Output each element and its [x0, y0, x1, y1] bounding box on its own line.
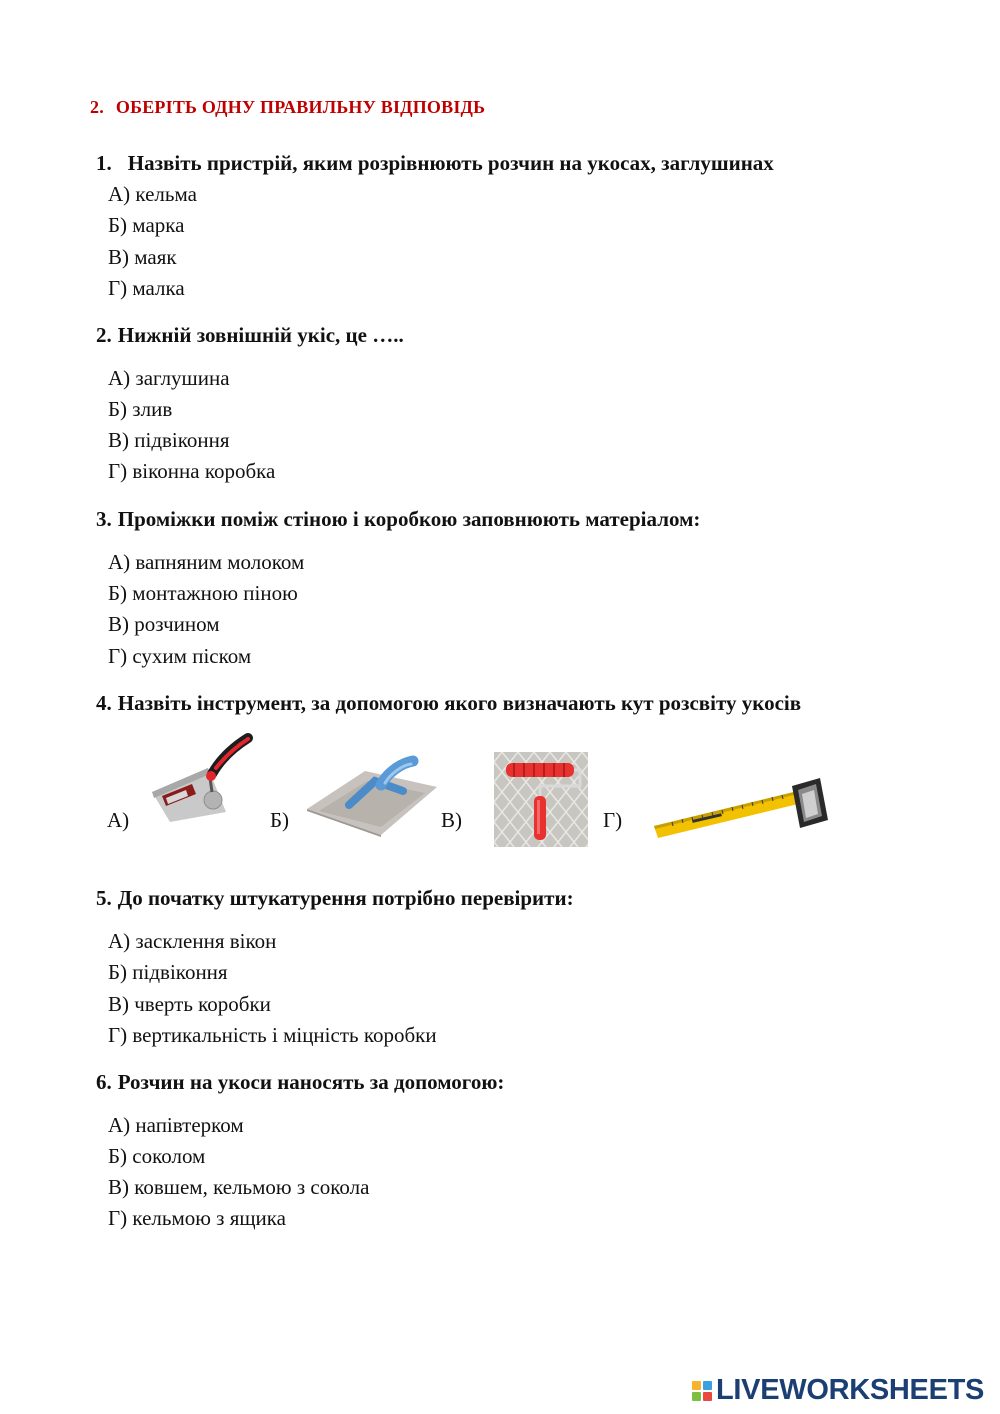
liveworksheets-logo[interactable] [692, 1374, 984, 1407]
logo-text: LIVEWORKSHEETS [716, 1374, 985, 1406]
question-text: Назвіть пристрій, яким розрівнюють розчин на укосах, заглушинах [127, 151, 774, 175]
question-number: 5. [96, 886, 112, 910]
q1-option-d[interactable]: Г) малка [108, 276, 185, 300]
q6-option-c[interactable]: В) ковшем, кельмою з сокола [108, 1175, 370, 1199]
logo-square-blue [703, 1381, 712, 1390]
q2-option-d[interactable]: Г) віконна коробка [108, 459, 276, 483]
question-text: Назвіть інструмент, за допомогою якого визначають кут розсвіту укосів [117, 691, 802, 715]
q5-option-b[interactable]: Б) підвіконня [108, 960, 228, 984]
q6-option-a[interactable]: А) напівтерком [108, 1113, 244, 1137]
q1-option-b[interactable]: Б) марка [108, 213, 185, 237]
logo-square-yellow [692, 1381, 701, 1390]
logo-squares-icon [692, 1381, 712, 1401]
section-title [90, 97, 485, 118]
q2-option-c[interactable]: В) підвіконня [108, 428, 230, 452]
q6-option-d[interactable]: Г) кельмою з ящика [108, 1206, 286, 1230]
q4-option-d-label[interactable]: Г) [603, 808, 623, 832]
question-text: До початку штукатурення потрібно перевірити: [117, 886, 574, 910]
question-number: 6. [96, 1070, 112, 1094]
question-number: 1. [96, 151, 112, 175]
question-text: Розчин на укоси наносять за допомогою: [117, 1070, 505, 1094]
q3-option-d[interactable]: Г) сухим піском [108, 644, 252, 668]
question-3-title [96, 507, 700, 532]
q4-texture-roller-image[interactable] [494, 752, 588, 847]
q3-option-c[interactable]: В) розчином [108, 612, 220, 636]
q5-option-c[interactable]: В) чверть коробки [108, 992, 271, 1016]
q2-option-b[interactable]: Б) злив [108, 397, 173, 421]
q4-square-ruler-image[interactable] [652, 778, 830, 840]
q4-float-trowel-image[interactable] [305, 755, 440, 837]
q4-corner-trowel-image[interactable] [140, 730, 255, 825]
q3-option-b[interactable]: Б) монтажною піною [108, 581, 298, 605]
question-5-title [96, 886, 574, 911]
q1-option-a[interactable]: А) кельма [108, 182, 197, 206]
q1-option-c[interactable]: В) маяк [108, 245, 177, 269]
question-number: 4. [96, 691, 112, 715]
q3-option-a[interactable]: А) вапняним молоком [108, 550, 305, 574]
q4-option-b-label[interactable]: Б) [270, 808, 290, 832]
logo-square-green [692, 1392, 701, 1401]
section-title-text: ОБЕРІТЬ ОДНУ ПРАВИЛЬНУ ВІДПОВІДЬ [115, 97, 486, 117]
question-1-title [96, 151, 774, 176]
logo-square-red [703, 1392, 712, 1401]
q2-option-a[interactable]: А) заглушина [108, 366, 230, 390]
q6-option-b[interactable]: Б) соколом [108, 1144, 206, 1168]
question-text: Нижній зовнішній укіс, це ….. [117, 323, 404, 347]
question-2-title [96, 323, 404, 348]
q5-option-d[interactable]: Г) вертикальність і міцність коробки [108, 1023, 437, 1047]
question-number: 2. [96, 323, 112, 347]
question-4-title [96, 691, 801, 716]
question-6-title [96, 1070, 504, 1095]
q4-option-a-label[interactable]: А) [107, 808, 130, 832]
q4-option-c-label[interactable]: В) [441, 808, 462, 832]
question-number: 3. [96, 507, 112, 531]
section-number: 2. [90, 97, 104, 117]
question-text: Проміжки поміж стіною і коробкою заповнюють матеріалом: [117, 507, 701, 531]
q5-option-a[interactable]: А) засклення вікон [108, 929, 277, 953]
